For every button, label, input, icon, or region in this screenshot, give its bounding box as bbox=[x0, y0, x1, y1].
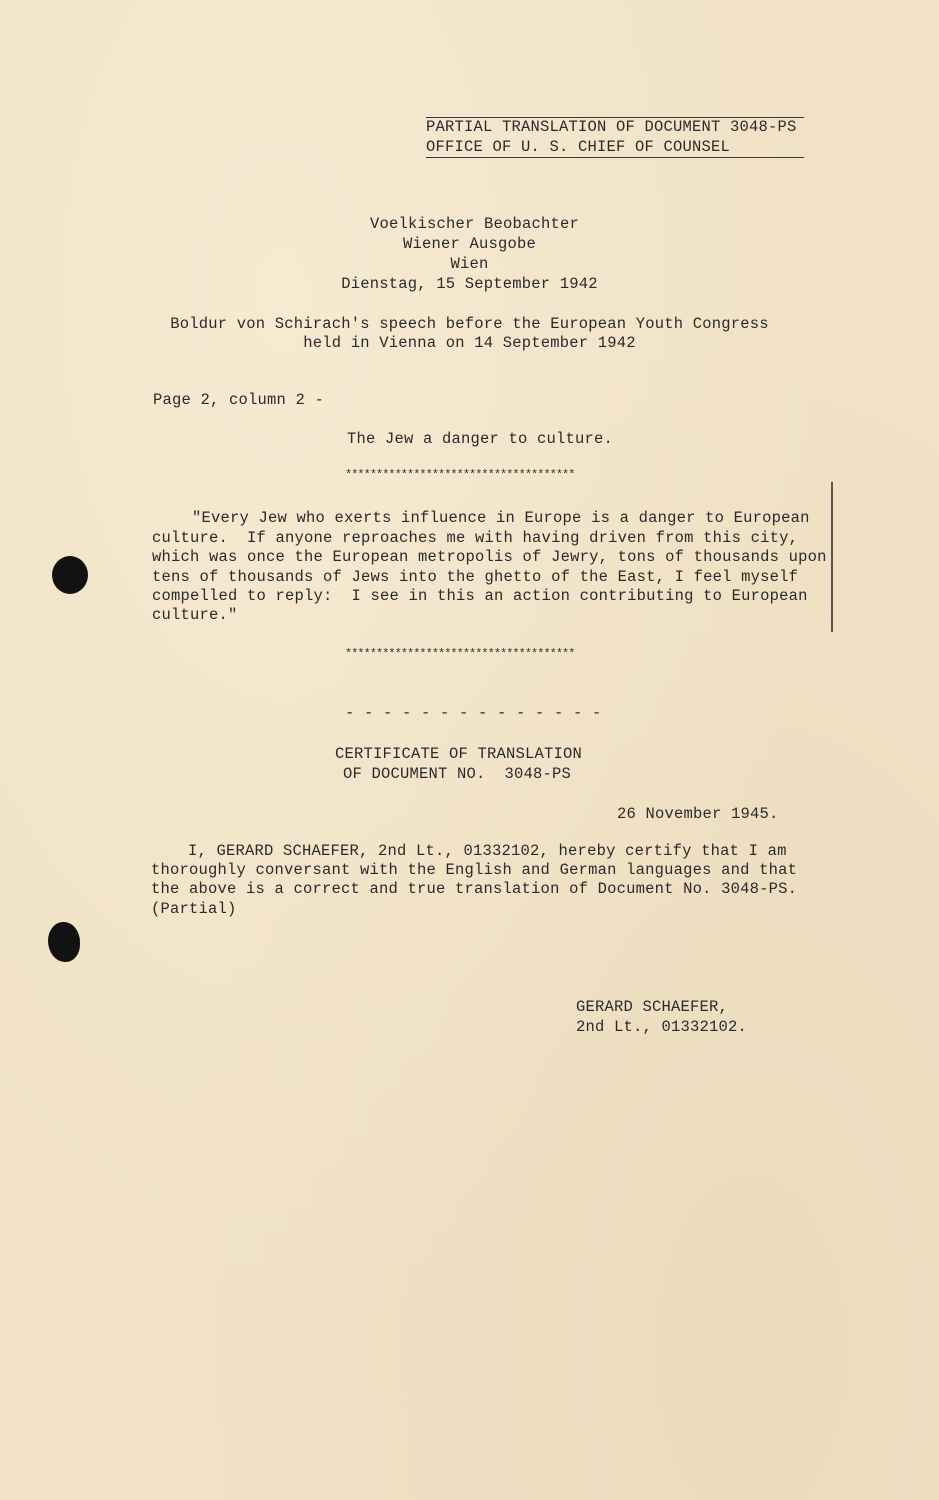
signer-name: GERARD SCHAEFER, bbox=[576, 998, 729, 1016]
newspaper-city: Wien bbox=[450, 255, 489, 273]
header-bottom-rule bbox=[426, 157, 804, 158]
header-title-line: PARTIAL TRANSLATION OF DOCUMENT 3048-PS bbox=[426, 118, 797, 136]
subject-line-2: held in Vienna on 14 September 1942 bbox=[303, 334, 636, 352]
dash-divider: - - - - - - - - - - - - - - bbox=[345, 704, 602, 722]
quote-line-5: compelled to reply: I see in this an action contributing to European bbox=[152, 587, 808, 605]
quote-line-1: "Every Jew who exerts influence in Europe is a danger to European bbox=[192, 509, 810, 527]
certificate-body-line-3: the above is a correct and true translation of Document No. 3048-PS. bbox=[151, 880, 798, 898]
separator-bottom: ************************************* bbox=[345, 647, 575, 661]
quote-line-2: culture. If anyone reproaches me with having driven from this city, bbox=[152, 529, 799, 547]
section-title: The Jew a danger to culture. bbox=[347, 430, 614, 448]
newspaper-name: Voelkischer Beobachter bbox=[369, 215, 580, 233]
newspaper-date: Dienstag, 15 September 1942 bbox=[341, 275, 598, 293]
punch-hole-top bbox=[52, 556, 88, 594]
certificate-document-number: OF DOCUMENT NO. 3048-PS bbox=[343, 765, 572, 783]
page-reference: Page 2, column 2 - bbox=[153, 391, 325, 409]
signer-rank: 2nd Lt., 01332102. bbox=[576, 1018, 748, 1036]
separator-top: ************************************* bbox=[345, 468, 575, 482]
quote-line-3: which was once the European metropolis of Jewry, tons of thousands upon bbox=[152, 548, 827, 566]
subject-line-1: Boldur von Schirach's speech before the European Youth Congress bbox=[170, 315, 769, 333]
certificate-title: CERTIFICATE OF TRANSLATION bbox=[335, 745, 583, 763]
header-office-line: OFFICE OF U. S. CHIEF OF COUNSEL bbox=[426, 138, 731, 156]
punch-hole-bottom bbox=[48, 922, 80, 962]
quote-line-4: tens of thousands of Jews into the ghetto of the East, I feel myself bbox=[152, 568, 799, 586]
certificate-body-line-1: I, GERARD SCHAEFER, 2nd Lt., 01332102, hereby certify that I am bbox=[188, 842, 787, 860]
quote-line-6: culture." bbox=[152, 606, 238, 624]
certificate-body-line-2: thoroughly conversant with the English and German languages and that bbox=[151, 861, 798, 879]
newspaper-edition: Wiener Ausgobe bbox=[402, 235, 537, 253]
margin-mark bbox=[831, 482, 833, 632]
certificate-date: 26 November 1945. bbox=[617, 805, 779, 823]
certificate-body-line-4: (Partial) bbox=[151, 900, 237, 918]
